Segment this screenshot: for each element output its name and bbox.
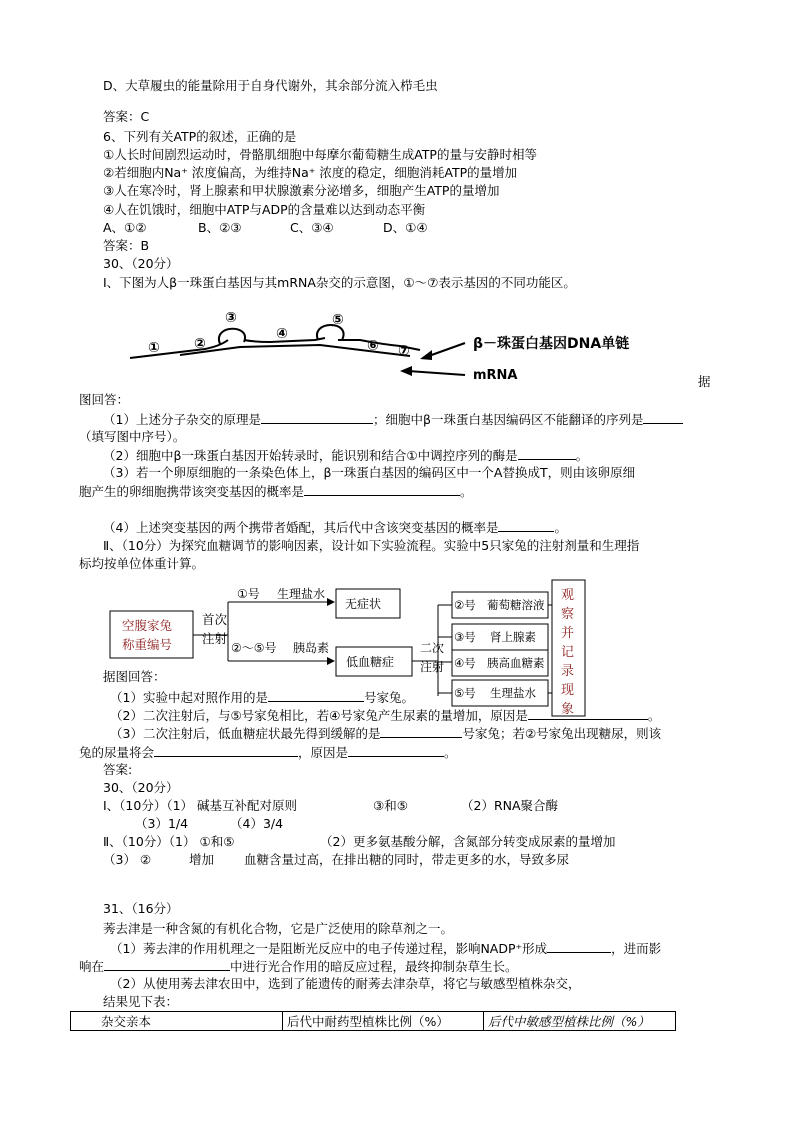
dna-strand-label: β－珠蛋白基因DNA单链 [473,336,630,352]
q30-q1-blank-1[interactable] [261,410,373,424]
adrenaline-label: 肾上腺素 [490,630,536,644]
observe-char-5: 录 [561,664,575,679]
group-1-label: ①号 [237,587,260,601]
p2-q2-end: 。 [647,708,661,723]
ans2-b: （2）更多氨基酸分解，含氮部分转变成尿素的量增加 [320,834,616,849]
q31-q1-text-c: 响在 [79,959,105,974]
start-text-1: 空腹家兔 [122,618,173,633]
q6-stem: 6、下列有关ATP的叙述，正确的是 [103,129,297,144]
p2-q1-text: （1）实验中起对照作用的是 [110,690,268,705]
region-6-label: ⑥ [367,338,379,354]
table-header-row [71,1012,676,1031]
q5-option-d: D、大草履虫的能量除用于自身代谢外，其余部分流入栉毛虫 [103,78,438,93]
second-inject-2: 注射 [420,660,445,674]
ju-text: 据 [698,374,711,389]
ans2-e: 血糖含量过高，在排出糖的同时，带走更多的水，导致多尿 [244,852,570,867]
p2-q3-blank-3[interactable] [348,743,444,757]
loop-3 [219,329,245,344]
p2-q2-blank[interactable] [528,706,648,720]
header-resistant: 后代中耐药型植株比例（%） [283,1012,484,1031]
p2-q3-line-b [79,743,457,761]
p2-huida: 据图回答： [103,669,166,684]
q30-header: 30、（20分） [103,256,179,271]
cross-result-table [70,1011,676,1031]
q6-statement-1: ①人长时间剧烈运动时，骨骼肌细胞中每摩尔葡萄糖生成ATP的量与安静时相等 [103,147,537,162]
q31-q1-text-d: 中进行光合作用的暗反应过程，最终抑制杂草生长。 [230,959,518,974]
region-7-label: ⑦ [398,343,410,359]
low-sugar-text: 低血糖症 [346,655,395,669]
q30-q1-text-a: （1）上述分子杂交的原理是 [103,412,261,427]
q30-q3-line-a: （3）若一个卵原细胞的一条染色体上，β一珠蛋白基因的编码区中一个A替换成T，则由该卵原细 [103,465,636,480]
q30-q1-text-b: ；细胞中β一珠蛋白基因编码区不能翻译的序列是 [372,412,644,427]
observe-char-4: 记 [561,645,575,660]
region-2-label: ② [194,336,206,352]
q30-q4-end: 。 [554,520,567,535]
observe-char-1: 观 [561,588,575,603]
region-5-label: ⑤ [332,312,344,328]
mrna-label: mRNA [473,368,518,383]
q31-q1-text-b: ，进而影 [611,941,662,956]
p2-q3-end: 。 [444,745,457,760]
group-3-label: ③号 [454,630,476,644]
p2-q3-text-d: ，原因是 [298,745,349,760]
p2-q2-line [110,706,660,724]
ans1-c: （2）RNA聚合酶 [461,798,559,813]
glucagon-label: 胰高血糖素 [487,656,545,670]
q6-option-a: A、①② [103,220,147,235]
q6-statement-4: ④人在饥饿时，细胞中ATP与ADP的含量难以达到动态平衡 [103,202,426,217]
ans1-d: （3）1/4 [135,816,189,831]
q31-q1-text-a: （1）莠去津的作用机理之一是阻断光反应中的电子传递过程，影响NADP⁺形成 [110,941,548,956]
no-symptom-text: 无症状 [345,597,382,611]
q30-q2-end: 。 [575,448,589,463]
group-2-label: ②号 [454,598,476,612]
q6-statement-2: ②若细胞内Na⁺ 浓度偏高，为维持Na⁺ 浓度的稳定，细胞消耗ATP的量增加 [103,165,518,180]
q30-q1-blank-2[interactable] [643,410,683,424]
q30-q4-blank[interactable] [498,518,554,532]
ans2-d: 增加 [189,852,215,867]
region-4-label: ④ [276,326,288,342]
dna-arrowhead [420,350,432,360]
q31-q1-line-a [110,939,661,957]
q30-q3-text: 胞产生的卵细胞携带该突变基因的概率是 [79,484,305,499]
p2-q3-text-c: 兔的尿量将会 [79,745,155,760]
header-parents: 杂交亲本 [71,1012,283,1031]
q30-q3-blank[interactable] [304,482,460,496]
q30-part2-intro-a: Ⅱ、（10分）为探究血糖调节的影响因素，设计如下实验流程。实验中5只家兔的注射剂量和生理指 [103,538,640,553]
observe-char-6: 现 [561,683,575,698]
q31-q1-blank-1[interactable] [547,939,611,953]
q31-intro: 莠去津是一种含氮的有机化合物，它是广泛使用的除草剂之一。 [103,921,454,936]
ans2-a: Ⅱ、（10分）（1） ①和⑤ [103,834,235,849]
ans1-e: （4）3/4 [230,816,284,831]
q30-q2-line [103,446,588,464]
p2-q1-blank[interactable] [268,688,364,702]
q5-answer: 答案：C [103,109,150,124]
q30-part2-intro-b: 标均按单位体重计算。 [79,556,205,571]
q6-statement-3: ③人在寒冷时，肾上腺素和甲状腺激素分泌增多，细胞产生ATP的量增加 [103,183,500,198]
p2-q3-blank-1[interactable] [380,724,462,738]
tu-huida: 图回答： [79,392,130,407]
q30-q3-line-b [79,482,473,500]
insulin-label: 胰岛素 [293,641,330,655]
group-5-label: ⑤号 [454,686,476,700]
observe-char-7: 象 [561,702,575,717]
q30-part1-intro: Ⅰ、下图为人β一珠蛋白基因与其mRNA杂交的示意图，①～⑦表示基因的不同功能区。 [103,275,576,290]
region-1-label: ① [148,340,160,356]
q30-q2-text: （2）细胞中β一珠蛋白基因开始转录时，能识别和结合①中调控序列的酶是 [103,448,518,463]
q6-option-b: B、②③ [198,220,242,235]
q30-q3-end: 。 [460,484,473,499]
observe-char-3: 并 [561,626,575,641]
second-inject-1: 二次 [420,641,445,655]
p2-q1-end: 号家兔。 [363,690,414,705]
group-4-label: ④号 [454,656,476,670]
q6-option-c: C、③④ [290,220,334,235]
mrna-arrowhead [400,366,412,376]
q30-q1-line [103,410,683,428]
q31-q2-line-b: 结果见下表： [103,994,179,1009]
q31-q1-line-b [79,957,518,975]
p2-q3-text-a: （3）二次注射后，低血糖症状最先得到缓解的是 [110,726,381,741]
q31-header: 31、（16分） [103,901,179,916]
ans1-b: ③和⑤ [373,798,408,813]
observe-char-2: 察 [561,607,575,622]
p2-q1-line [110,688,414,706]
first-inject-2: 注射 [202,631,228,646]
q31-q2-line-a: （2）从使用莠去津农田中，选到了能遗传的耐莠去津杂草，将它与敏感型植株杂交， [110,976,581,991]
p2-q3-blank-2[interactable] [154,743,298,757]
saline2-label: 生理盐水 [490,686,536,700]
first-inject-1: 首次 [202,612,228,627]
start-text-2: 称重编号 [122,637,173,652]
q30-q2-blank[interactable] [518,446,576,460]
q30-q4-line [103,518,567,536]
hybridization-diagram [120,300,680,390]
answer-label: 答案: [103,762,133,777]
q31-q1-blank-2[interactable] [104,957,230,971]
p2-q2-text: （2）二次注射后，与⑤号家兔相比，若④号家兔产生尿素的量增加，原因是 [110,708,528,723]
q30-q4-text: （4）上述突变基因的两个携带者婚配，其后代中含该突变基因的概率是 [103,520,499,535]
mrna-arrow [408,371,465,375]
ans1-a: Ⅰ、（10分）（1） 碱基互补配对原则 [103,798,298,813]
ans-header: 30、（20分） [103,780,179,795]
q6-option-d: D、①④ [383,220,428,235]
group-2-5-label: ②～⑤号 [231,641,277,655]
ans2-c: （3） ② [103,852,152,867]
header-sensitive: 后代中敏感型植株比例（%） [484,1012,676,1031]
q30-q1-hint: （填写图中序号）。 [79,429,186,444]
p2-q3-line-a [110,724,661,742]
q6-answer: 答案：B [103,238,150,253]
glucose-label: 葡萄糖溶液 [487,598,545,612]
p2-q3-text-b: 号家兔；若②号家兔出现糖尿，则该 [462,726,662,741]
region-3-label: ③ [225,310,237,326]
saline-label: 生理盐水 [277,587,326,601]
